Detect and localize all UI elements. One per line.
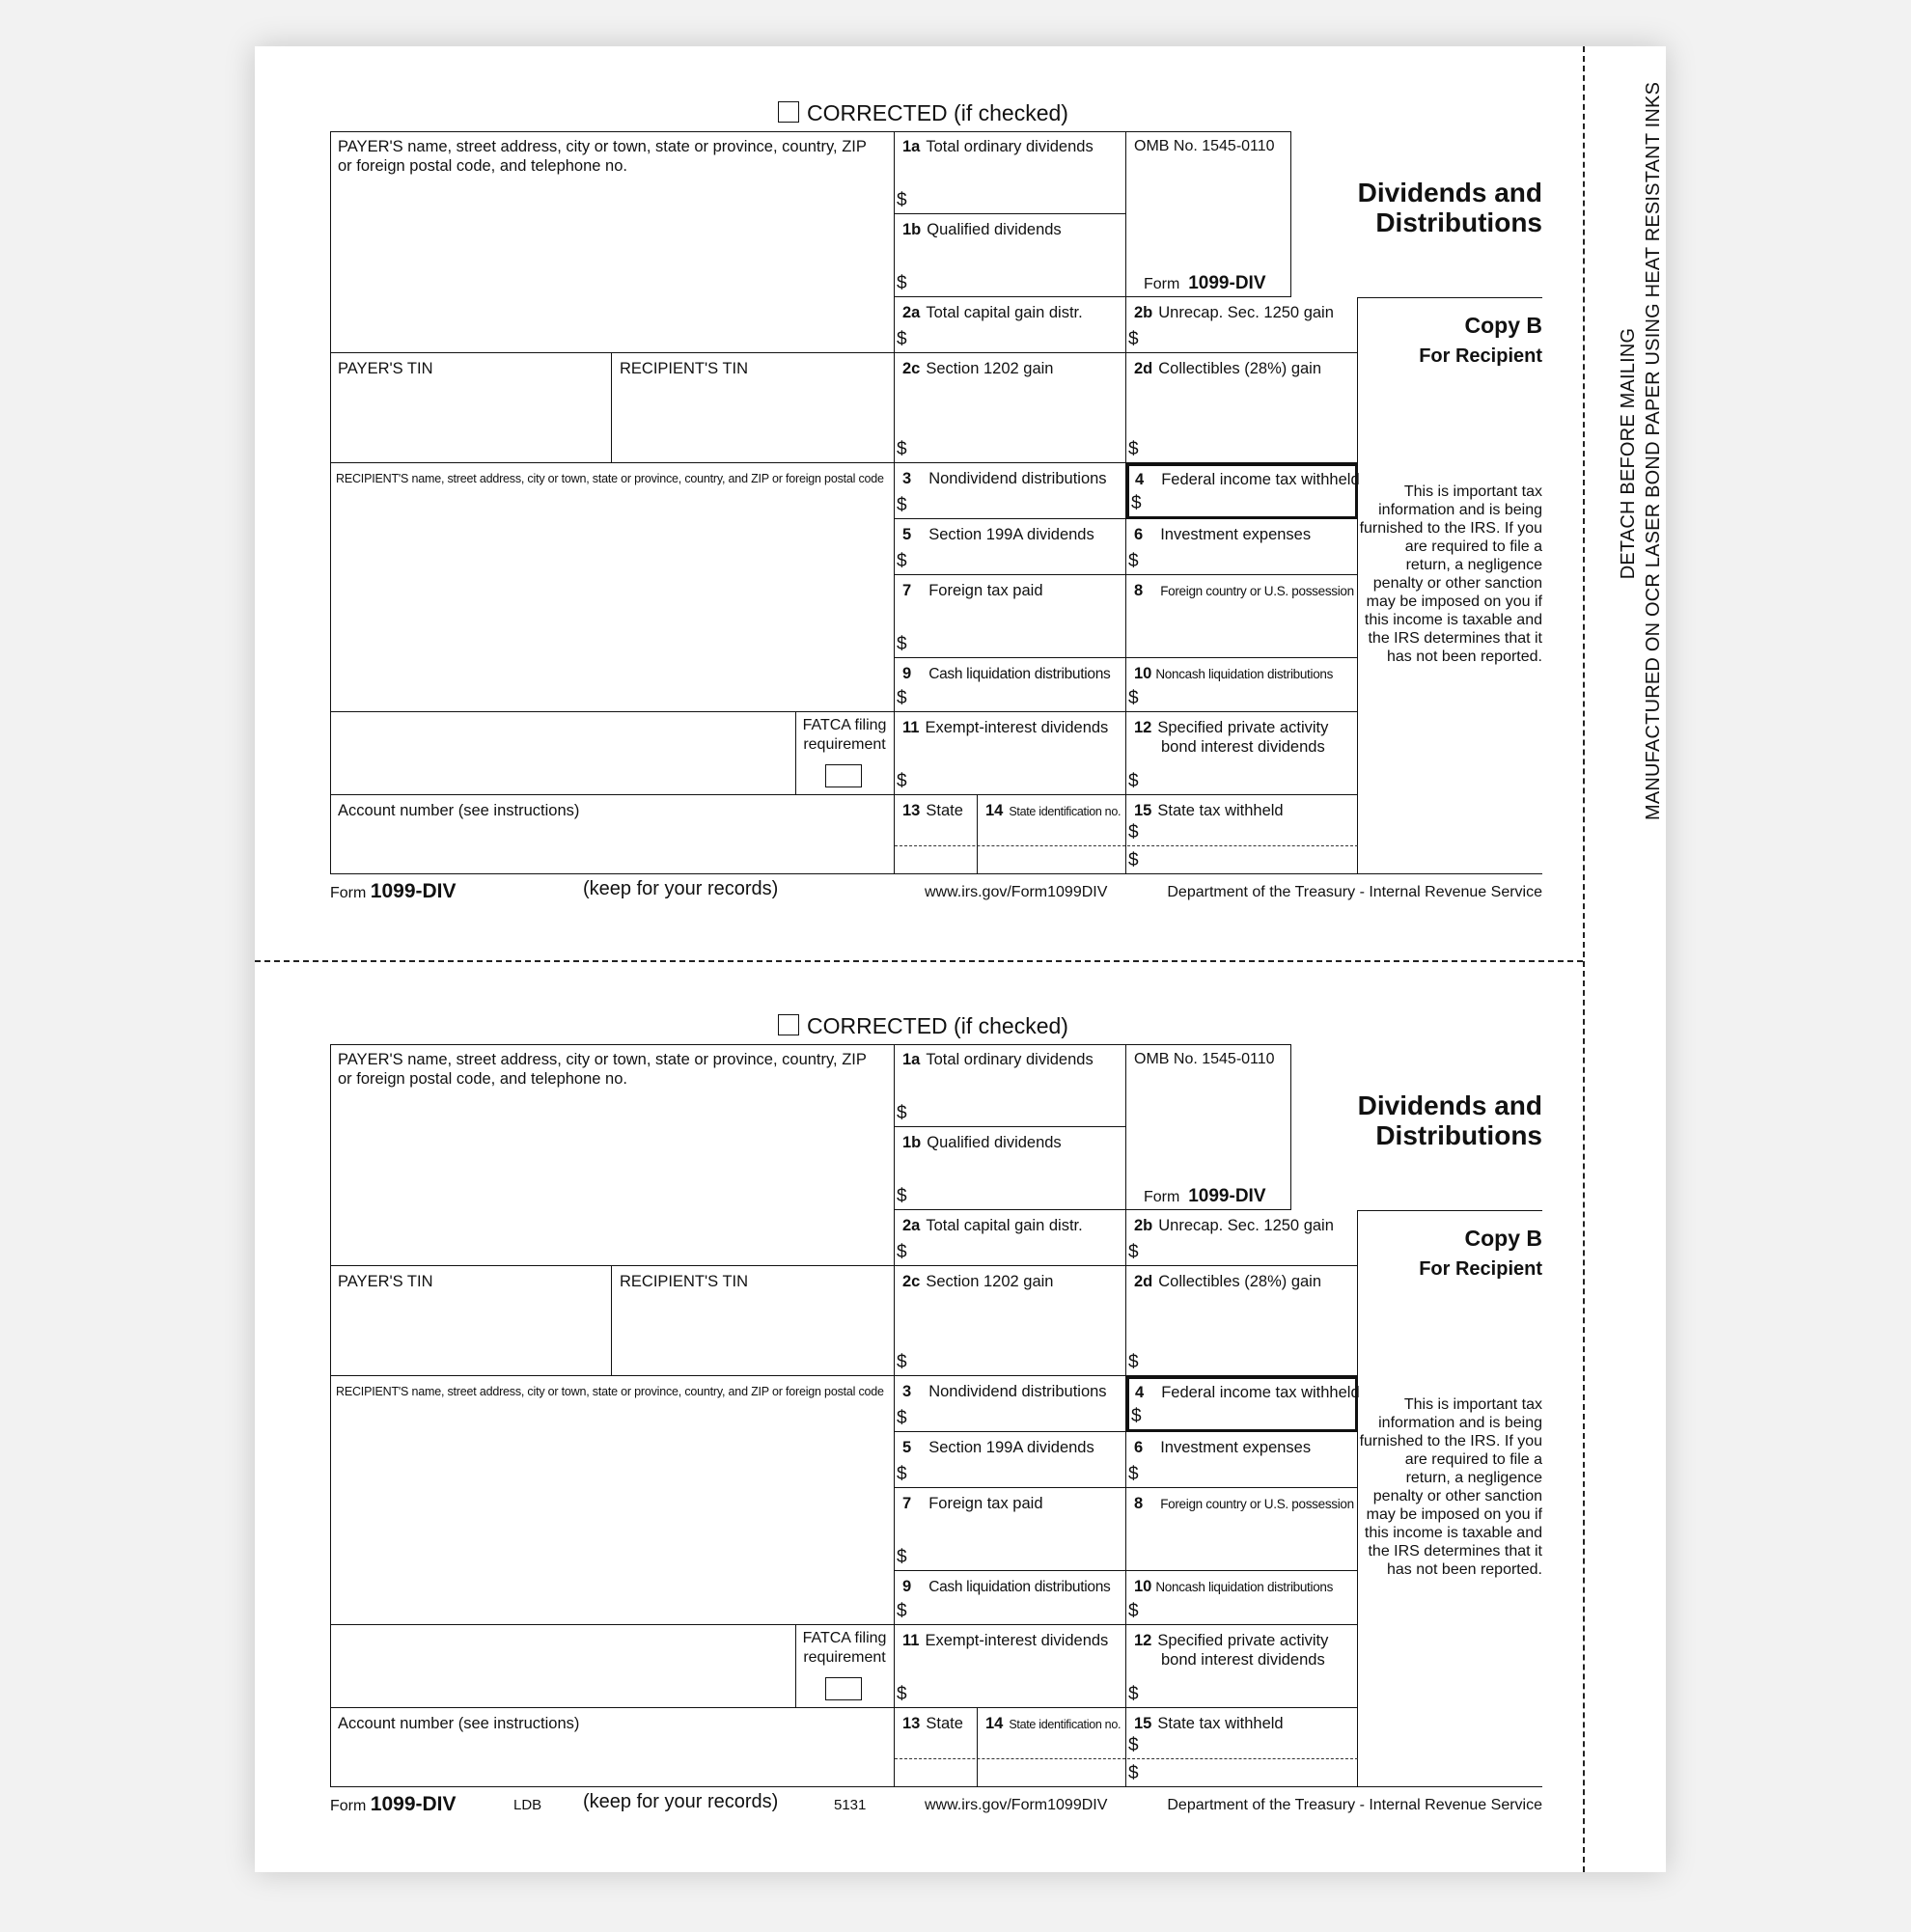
box-2c[interactable]: 2c Section 1202 gain $ bbox=[895, 353, 1126, 463]
box-2a[interactable]: 2a Total capital gain distr. $ bbox=[895, 297, 1126, 353]
manufactured-text: MANUFACTURED ON OCR LASER BOND PAPER USING HEAT RESISTANT INKS bbox=[1643, 81, 1664, 820]
fatca-checkbox[interactable] bbox=[825, 1677, 862, 1700]
box-4[interactable]: 4 Federal income tax withheld $ bbox=[1126, 1376, 1358, 1432]
footer-keep: (keep for your records) bbox=[583, 878, 779, 899]
box-10[interactable]: 10 Noncash liquidation distributions $ bbox=[1126, 1571, 1358, 1625]
box-7[interactable]: 7 Foreign tax paid $ bbox=[895, 1488, 1126, 1571]
corrected-checkbox[interactable] bbox=[778, 101, 799, 123]
box-12[interactable]: 12 Specified private activity bond interest dividends $ bbox=[1126, 1625, 1358, 1708]
copy-bottom-line bbox=[1358, 1786, 1542, 1787]
omb-form-name: Form 1099-DIV bbox=[1144, 273, 1266, 293]
for-recipient: For Recipient bbox=[1419, 345, 1542, 367]
copy-top-line bbox=[1358, 297, 1542, 298]
box-8[interactable]: 8 Foreign country or U.S. possession bbox=[1126, 1488, 1358, 1571]
payer-tin-box[interactable]: PAYER'S TIN bbox=[330, 1266, 612, 1376]
payer-info-box[interactable]: PAYER'S name, street address, city or town, state or province, country, ZIP or foreign postal code, and telephone no. bbox=[330, 131, 895, 353]
copy-top-line bbox=[1358, 1210, 1542, 1211]
box-1b[interactable]: 1b Qualified dividends $ bbox=[895, 214, 1126, 297]
recipient-tin-box[interactable]: RECIPIENT'S TIN bbox=[612, 1266, 895, 1376]
footer-url[interactable]: www.irs.gov/Form1099DIV bbox=[925, 884, 1108, 900]
footer-form-name: Form 1099-DIV bbox=[330, 1793, 457, 1815]
account-number-box[interactable]: Account number (see instructions) bbox=[330, 1708, 895, 1787]
box-1a[interactable]: 1a Total ordinary dividends $ bbox=[895, 131, 1126, 214]
blank-box bbox=[330, 1625, 796, 1708]
footer-keep: (keep for your records) bbox=[583, 1791, 779, 1812]
side-instructions bbox=[1616, 81, 1666, 820]
box-13[interactable]: 13 State bbox=[895, 795, 978, 874]
box-5[interactable]: 5 Section 199A dividends $ bbox=[895, 519, 1126, 575]
omb-box: OMB No. 1545-0110 Form 1099-DIV bbox=[1126, 1044, 1291, 1210]
form-title: Dividends and Distributions bbox=[1357, 178, 1542, 237]
fatca-box[interactable]: FATCA filing requirement bbox=[796, 712, 895, 795]
copy-b: Copy B bbox=[1464, 1226, 1542, 1251]
footer-dept: Department of the Treasury - Internal Revenue Service bbox=[1167, 884, 1542, 900]
footer-url[interactable]: www.irs.gov/Form1099DIV bbox=[925, 1797, 1108, 1813]
footer-dept: Department of the Treasury - Internal Revenue Service bbox=[1167, 1797, 1542, 1813]
box-2c[interactable]: 2c Section 1202 gain $ bbox=[895, 1266, 1126, 1376]
for-recipient: For Recipient bbox=[1419, 1258, 1542, 1280]
box-6[interactable]: 6 Investment expenses $ bbox=[1126, 519, 1358, 575]
form-1099-div-bottom bbox=[330, 1013, 1542, 1932]
box-12[interactable]: 12 Specified private activity bond interest dividends $ bbox=[1126, 712, 1358, 795]
detach-text: DETACH BEFORE MAILING bbox=[1618, 327, 1639, 580]
copy-bottom-line bbox=[1358, 873, 1542, 874]
copy-b: Copy B bbox=[1464, 313, 1542, 338]
footer-ldb: LDB bbox=[513, 1797, 542, 1813]
state-dash-line bbox=[895, 845, 1358, 846]
recipient-info-box[interactable]: RECIPIENT'S name, street address, city or town, state or province, country, and ZIP or foreign postal code bbox=[330, 463, 895, 712]
box-14[interactable]: 14 State identification no. bbox=[978, 1708, 1126, 1787]
box-2d[interactable]: 2d Collectibles (28%) gain $ bbox=[1126, 353, 1358, 463]
footer-code: 5131 bbox=[834, 1797, 867, 1813]
box-2b[interactable]: 2b Unrecap. Sec. 1250 gain $ bbox=[1126, 297, 1358, 353]
recipient-info-box[interactable]: RECIPIENT'S name, street address, city or town, state or province, country, and ZIP or foreign postal code bbox=[330, 1376, 895, 1625]
box-6[interactable]: 6 Investment expenses $ bbox=[1126, 1432, 1358, 1488]
box-13[interactable]: 13 State bbox=[895, 1708, 978, 1787]
box-15[interactable]: 15 State tax withheld $ $ bbox=[1126, 795, 1358, 874]
box-8[interactable]: 8 Foreign country or U.S. possession bbox=[1126, 575, 1358, 658]
box-2a[interactable]: 2a Total capital gain distr. $ bbox=[895, 1210, 1126, 1266]
fatca-box[interactable]: FATCA filing requirement bbox=[796, 1625, 895, 1708]
box-1b[interactable]: 1b Qualified dividends $ bbox=[895, 1127, 1126, 1210]
state-dash-line bbox=[895, 1758, 1358, 1759]
box-2b[interactable]: 2b Unrecap. Sec. 1250 gain $ bbox=[1126, 1210, 1358, 1266]
account-number-box[interactable]: Account number (see instructions) bbox=[330, 795, 895, 874]
box-5[interactable]: 5 Section 199A dividends $ bbox=[895, 1432, 1126, 1488]
box-2d[interactable]: 2d Collectibles (28%) gain $ bbox=[1126, 1266, 1358, 1376]
box-7[interactable]: 7 Foreign tax paid $ bbox=[895, 575, 1126, 658]
form-1099-div-top bbox=[330, 100, 1542, 1019]
fatca-checkbox[interactable] bbox=[825, 764, 862, 787]
box-9[interactable]: 9 Cash liquidation distributions $ bbox=[895, 1571, 1126, 1625]
box-10[interactable]: 10 Noncash liquidation distributions $ bbox=[1126, 658, 1358, 712]
blank-box bbox=[330, 712, 796, 795]
notice-text: This is important tax information and is being furnished to the IRS. If you are required to file a return, a negligence penalty or other sanction may be imposed on you if this income is taxable and the IRS determines that it has not been reported. bbox=[1359, 1396, 1542, 1578]
box-11[interactable]: 11 Exempt-interest dividends $ bbox=[895, 712, 1126, 795]
notice-text: This is important tax information and is being furnished to the IRS. If you are required to file a return, a negligence penalty or other sanction may be imposed on you if this income is taxable and the IRS determines that it has not been reported. bbox=[1359, 483, 1542, 665]
box-3[interactable]: 3 Nondividend distributions $ bbox=[895, 1376, 1126, 1432]
footer-form-name: Form 1099-DIV bbox=[330, 880, 457, 902]
form-title: Dividends and Distributions bbox=[1357, 1090, 1542, 1150]
box-15[interactable]: 15 State tax withheld $ $ bbox=[1126, 1708, 1358, 1787]
box-1a[interactable]: 1a Total ordinary dividends $ bbox=[895, 1044, 1126, 1127]
corrected-checkbox-label[interactable]: CORRECTED (if checked) bbox=[778, 1013, 1068, 1039]
vertical-cut-line bbox=[1583, 46, 1585, 1872]
recipient-tin-box[interactable]: RECIPIENT'S TIN bbox=[612, 353, 895, 463]
omb-box: OMB No. 1545-0110 Form 1099-DIV bbox=[1126, 131, 1291, 297]
box-9[interactable]: 9 Cash liquidation distributions $ bbox=[895, 658, 1126, 712]
box-11[interactable]: 11 Exempt-interest dividends $ bbox=[895, 1625, 1126, 1708]
corrected-checkbox[interactable] bbox=[778, 1014, 799, 1035]
corrected-checkbox-label[interactable]: CORRECTED (if checked) bbox=[778, 100, 1068, 126]
payer-tin-box[interactable]: PAYER'S TIN bbox=[330, 353, 612, 463]
box-14[interactable]: 14 State identification no. bbox=[978, 795, 1126, 874]
omb-form-name: Form 1099-DIV bbox=[1144, 1186, 1266, 1206]
box-3[interactable]: 3 Nondividend distributions $ bbox=[895, 463, 1126, 519]
payer-info-box[interactable]: PAYER'S name, street address, city or town, state or province, country, ZIP or foreign postal code, and telephone no. bbox=[330, 1044, 895, 1266]
box-4[interactable]: 4 Federal income tax withheld $ bbox=[1126, 463, 1358, 519]
